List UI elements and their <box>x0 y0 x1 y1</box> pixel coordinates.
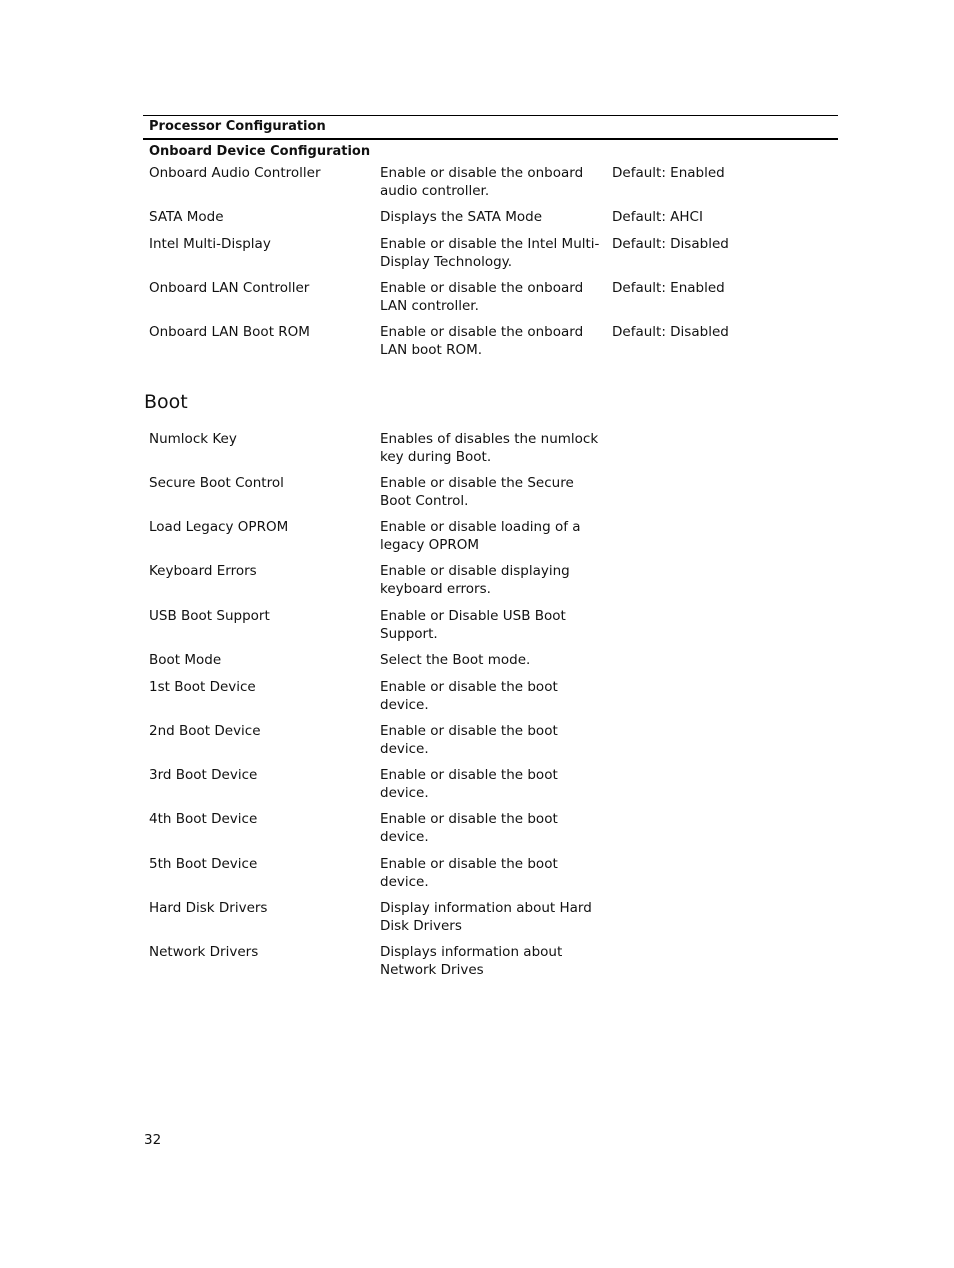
setting-name: Onboard LAN Controller <box>149 280 310 296</box>
setting-default: Default: Disabled <box>612 236 729 252</box>
table-row <box>143 236 838 280</box>
setting-name: 2nd Boot Device <box>149 723 261 739</box>
page-number: 32 <box>144 1132 162 1148</box>
table-row <box>143 900 838 944</box>
setting-description: Enable or disable the Intel Multi-Display Technology. <box>380 236 600 270</box>
table-row <box>143 652 838 679</box>
setting-description: Enable or disable the boot device. <box>380 856 558 890</box>
setting-description: Displays information about Network Drives <box>380 944 563 978</box>
table-row <box>143 324 838 368</box>
table-row <box>143 723 838 767</box>
setting-name: Intel Multi-Display <box>149 236 271 252</box>
table-row <box>143 679 838 723</box>
table-row <box>143 209 838 236</box>
setting-name: 1st Boot Device <box>149 679 256 695</box>
setting-default: Default: AHCI <box>612 209 703 225</box>
table-row <box>143 475 838 519</box>
setting-name: 3rd Boot Device <box>149 767 258 783</box>
setting-default: Default: Enabled <box>612 165 725 181</box>
table-row <box>143 856 838 900</box>
table-row <box>143 563 838 608</box>
table-header: Processor Configuration <box>143 115 838 140</box>
table-row <box>143 165 838 209</box>
setting-description: Select the Boot mode. <box>380 652 531 668</box>
setting-name: 4th Boot Device <box>149 811 258 827</box>
setting-description: Enable or disable the boot device. <box>380 723 558 757</box>
table-row <box>143 430 838 475</box>
setting-name: Numlock Key <box>149 431 237 447</box>
setting-name: Load Legacy OPROM <box>149 519 289 535</box>
setting-description: Enable or disable loading of a legacy OPROM <box>380 519 581 553</box>
table-row <box>143 608 838 652</box>
section-heading-boot: Boot <box>144 391 188 413</box>
setting-description: Enable or disable the boot device. <box>380 679 558 713</box>
setting-description: Enable or disable the onboard audio controller. <box>380 165 584 199</box>
setting-name: Onboard Audio Controller <box>149 165 321 181</box>
setting-name: Keyboard Errors <box>149 563 257 579</box>
setting-default: Default: Disabled <box>612 324 729 340</box>
boot-table <box>143 430 838 988</box>
setting-description: Enable or disable the Secure Boot Control. <box>380 475 574 509</box>
setting-description: Enable or disable the boot device. <box>380 767 558 801</box>
table-row <box>143 767 838 811</box>
table-row <box>143 944 838 988</box>
setting-name: Boot Mode <box>149 652 222 668</box>
setting-description: Displays the SATA Mode <box>380 209 543 225</box>
setting-description: Enable or disable the onboard LAN boot ROM. <box>380 324 584 358</box>
setting-description: Display information about Hard Disk Drivers <box>380 900 592 934</box>
table-row <box>143 280 838 324</box>
setting-name: Secure Boot Control <box>149 475 284 491</box>
table-row <box>143 811 838 856</box>
setting-default: Default: Enabled <box>612 280 725 296</box>
setting-description: Enable or disable displaying keyboard errors. <box>380 563 570 597</box>
setting-description: Enable or disable the boot device. <box>380 811 558 845</box>
setting-name: Network Drivers <box>149 944 259 960</box>
setting-name: USB Boot Support <box>149 608 270 624</box>
table-subheader: Onboard Device Configuration <box>149 144 371 159</box>
setting-name: 5th Boot Device <box>149 856 258 872</box>
setting-name: Onboard LAN Boot ROM <box>149 324 310 340</box>
setting-name: SATA Mode <box>149 209 224 225</box>
processor-configuration-table <box>143 115 838 368</box>
setting-description: Enable or disable the onboard LAN controller. <box>380 280 584 314</box>
table-row <box>143 519 838 563</box>
setting-description: Enables of disables the numlock key during Boot. <box>380 431 599 465</box>
setting-name: Hard Disk Drivers <box>149 900 268 916</box>
setting-description: Enable or Disable USB Boot Support. <box>380 608 566 642</box>
